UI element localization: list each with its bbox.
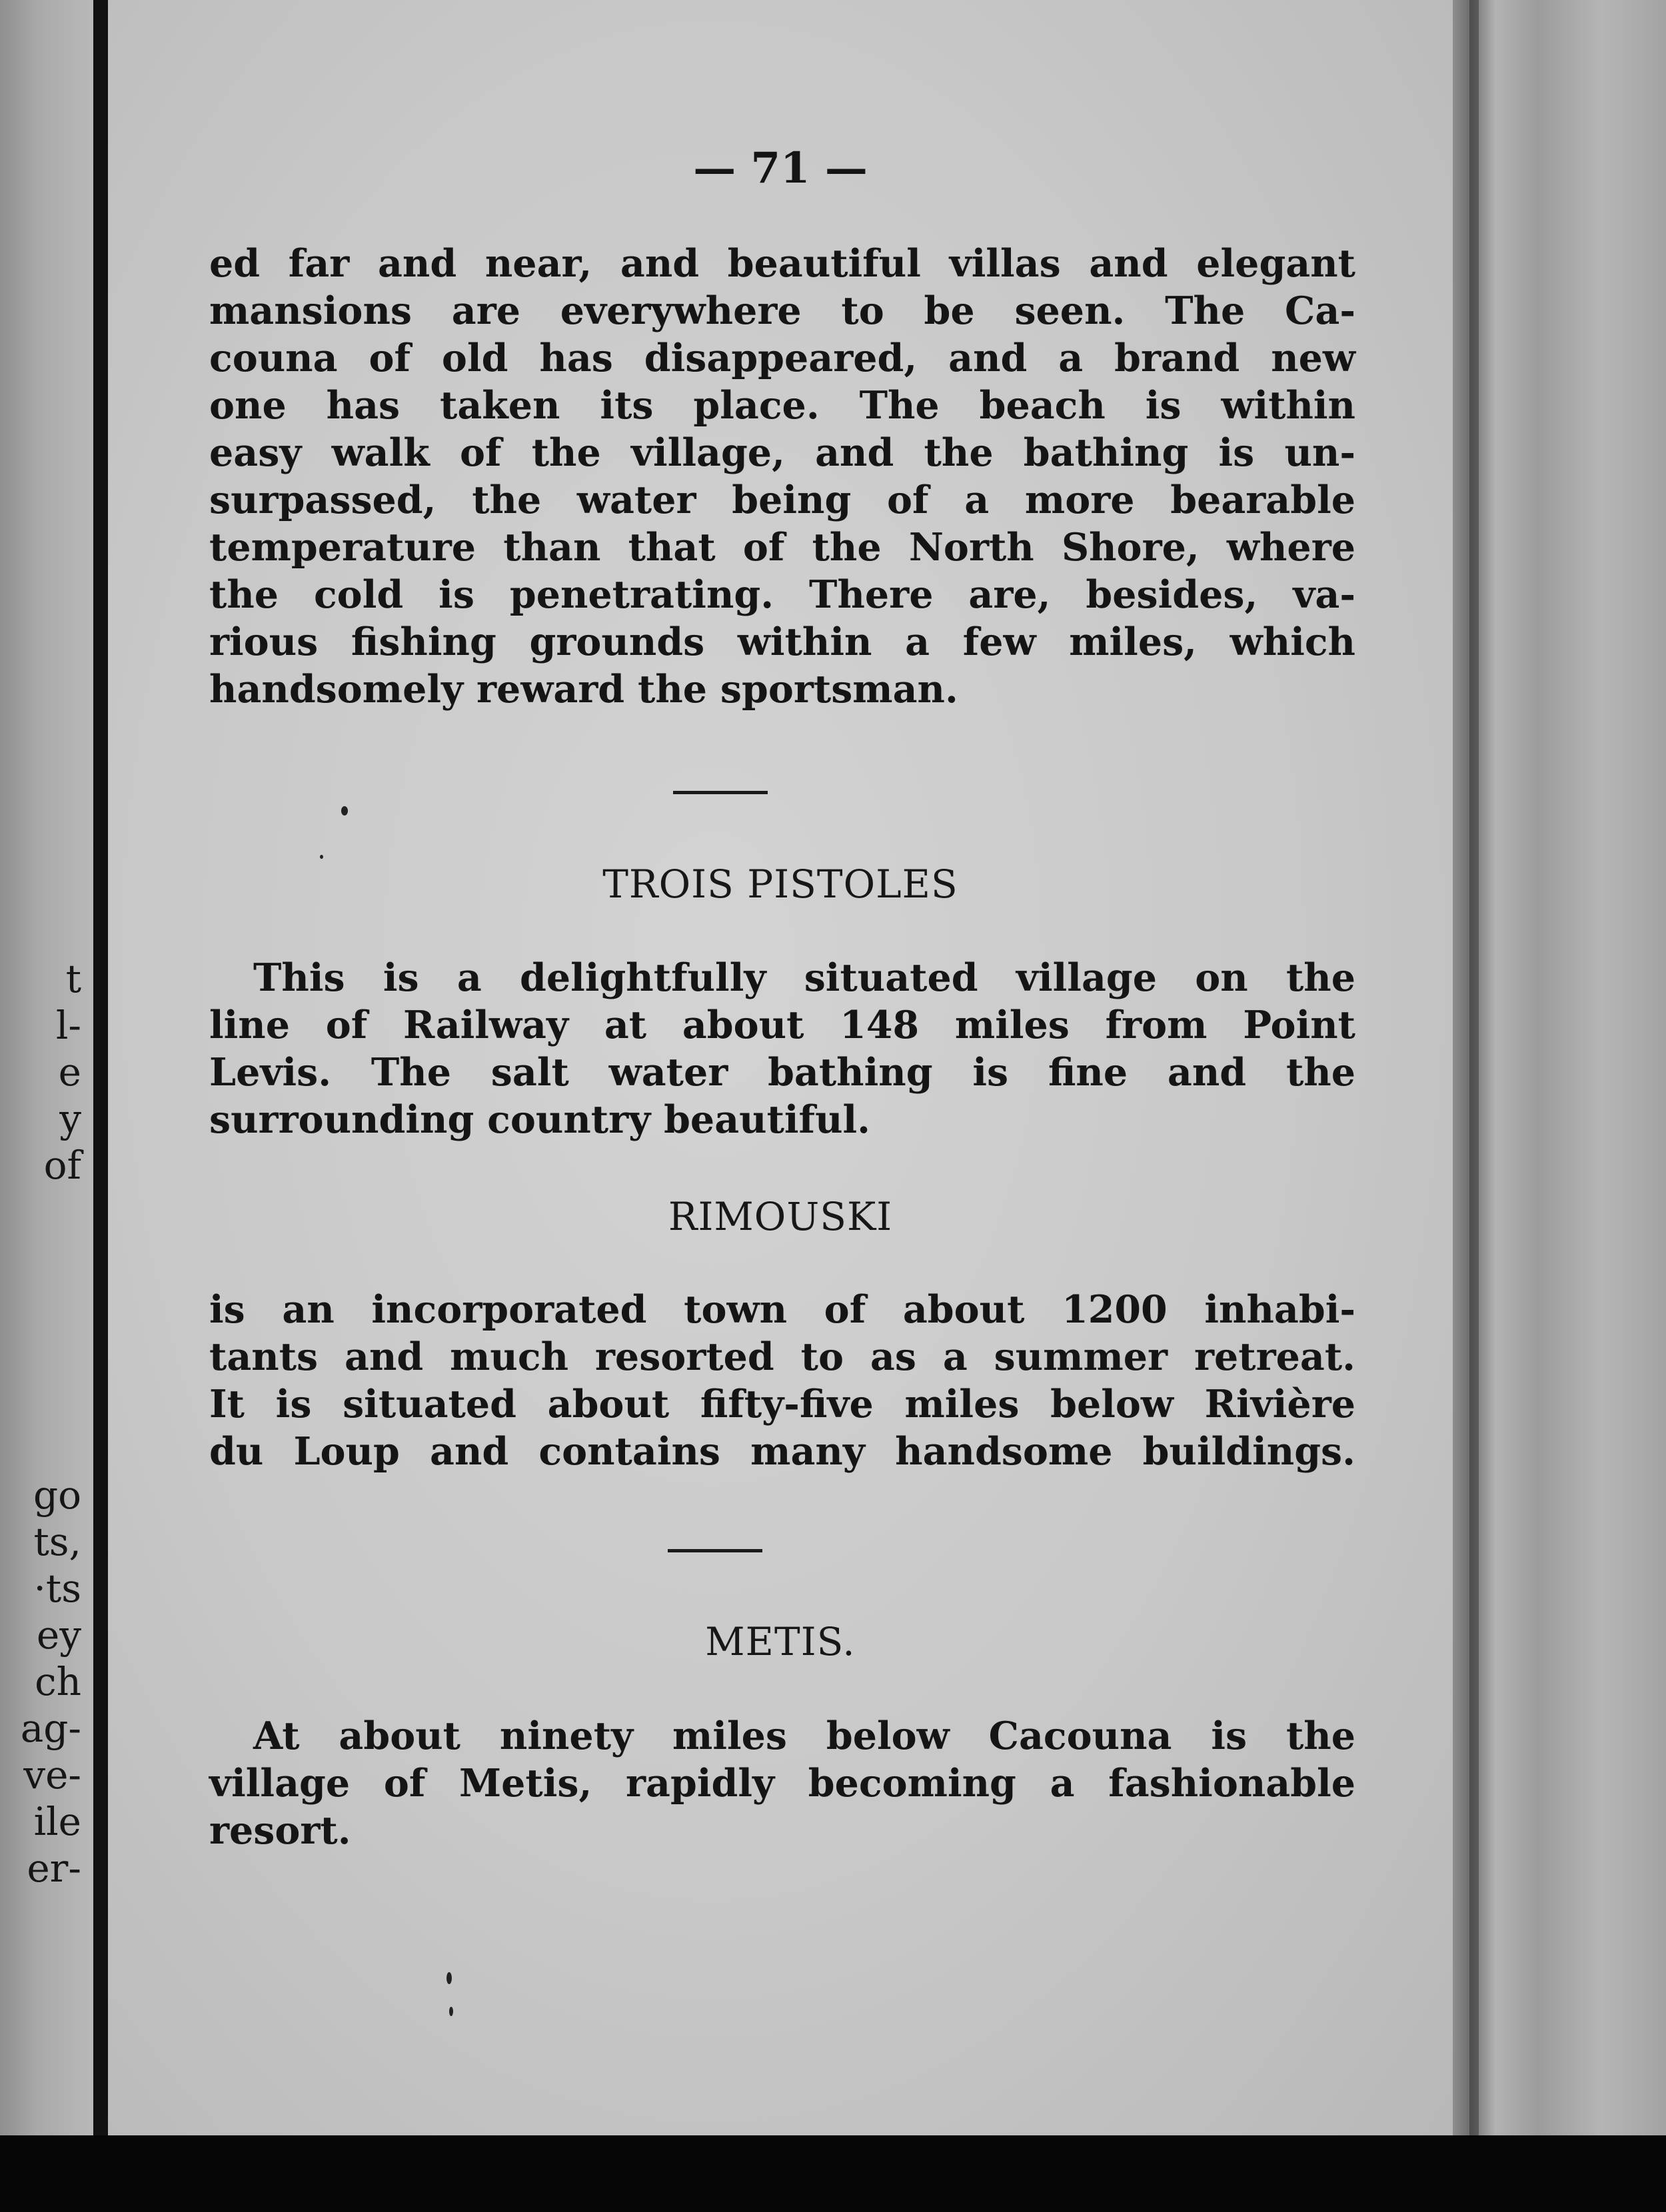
text-line: couna of old has disappeared, and a brand new: [209, 336, 1355, 380]
section-divider: [673, 791, 768, 794]
text-line: This is a delightfully situated village on the: [253, 955, 1355, 1000]
text-line: mansions are everywhere to be seen. The Ca-: [209, 288, 1355, 333]
book-page: [108, 0, 1453, 2135]
text-line: village of Metis, rapidly becoming a fashionable: [209, 1761, 1355, 1806]
margin-fragment: ts,: [33, 1519, 81, 1564]
ink-speck: [341, 806, 348, 816]
text-line: easy walk of the village, and the bathing is un-: [209, 430, 1355, 475]
margin-fragment: ·ts: [33, 1566, 81, 1611]
text-line: resort.: [209, 1808, 351, 1853]
text-line: line of Railway at about 148 miles from Point: [209, 1003, 1355, 1047]
ink-speck: [446, 1972, 452, 1984]
text-line: Levis. The salt water bathing is fine and the: [209, 1050, 1355, 1095]
margin-fragment: er-: [27, 1846, 81, 1891]
text-line: At about ninety miles below Cacouna is the: [253, 1714, 1355, 1758]
margin-fragment: ve-: [23, 1752, 81, 1798]
heading-rimouski: RIMOUSKI: [668, 1194, 893, 1239]
paragraph-trois-pistoles: [209, 954, 1355, 1143]
margin-fragment: t: [65, 956, 81, 1001]
page-gutter: [93, 0, 108, 2135]
page-edge-right: [1453, 0, 1666, 2135]
text-line: handsomely reward the sportsman.: [209, 667, 958, 712]
margin-fragment: e: [58, 1049, 81, 1095]
margin-fragment: ey: [36, 1612, 81, 1658]
text-line: rious fishing grounds within a few miles, which: [209, 620, 1355, 664]
margin-fragment: ile: [33, 1799, 81, 1844]
margin-fragment: ch: [35, 1659, 81, 1704]
margin-fragment: y: [59, 1096, 81, 1141]
ink-speck: [320, 855, 323, 859]
text-line: one has taken its place. The beach is within: [209, 383, 1355, 428]
text-line: the cold is penetrating. There are, besides, va-: [209, 572, 1355, 617]
margin-fragment: l-: [55, 1003, 81, 1048]
text-line: ed far and near, and beautiful villas and elegant: [209, 241, 1355, 286]
paragraph-metis: [209, 1712, 1355, 1854]
ink-speck: [449, 2007, 453, 2016]
text-line: surpassed, the water being of a more bearable: [209, 478, 1355, 522]
page-edge-shadow: [1469, 0, 1479, 2135]
margin-fragment: go: [33, 1472, 81, 1518]
heading-trois-pistoles: TROIS PISTOLES: [602, 861, 958, 907]
margin-fragment: of: [43, 1143, 81, 1188]
text-line: du Loup and contains many handsome buildings.: [209, 1429, 1355, 1474]
text-line: temperature than that of the North Shore, where: [209, 525, 1355, 570]
heading-metis: METIS.: [705, 1619, 856, 1664]
text-line: is an incorporated town of about 1200 inhabi-: [209, 1287, 1355, 1332]
section-divider: [668, 1549, 762, 1552]
page-number: — 71 —: [693, 143, 868, 193]
paragraph-cacouna: [209, 240, 1355, 713]
text-line: It is situated about fifty-five miles below Rivière: [209, 1382, 1355, 1426]
text-line: surrounding country beautiful.: [209, 1097, 871, 1142]
text-line: tants and much resorted to as a summer retreat.: [209, 1335, 1355, 1379]
left-facing-page: [0, 0, 93, 2135]
paragraph-rimouski: [209, 1286, 1355, 1475]
margin-fragment: ag-: [20, 1706, 81, 1751]
scan-border: [0, 2135, 1666, 2212]
